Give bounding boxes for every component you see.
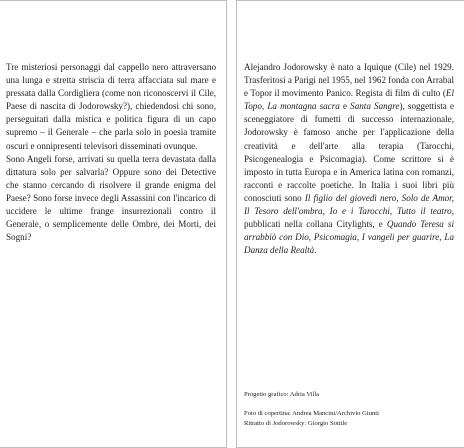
design-credit bbox=[244, 390, 454, 400]
page-gutter bbox=[227, 0, 236, 448]
author-bio bbox=[244, 61, 454, 257]
film-title-el-topo: El Topo bbox=[244, 88, 454, 112]
bio-text-1: Alejandro Jodorowsky è nato a Iquique (Cile) nel 1929. Trasferitosi a Parigi nel 1955, nel 1962 fonda con Arrabal e Topor il movimento Panico. Regista di film di culto ( bbox=[244, 62, 454, 99]
bio-separator-1: , bbox=[261, 101, 268, 112]
synopsis-paragraph-1: Tre misteriosi personaggi dal cappello nero attraversano una lunga e stretta striscia di terra affacciata sul mare e pressata dalla Cordigliera (come non riconoscervi il Cile, Paese di nascita di Jodorowsky?), chiedendosi chi sono, perseguitati dalla mistica e politica figura di un capo supremo – il Generale – che parla solo in poesia tramite oscuri e onnipresenti televisori disseminati ovunque. bbox=[6, 62, 216, 151]
bio-text-4: . bbox=[314, 245, 317, 256]
bio-text-3: , pubblicati nella collana Citylights, e bbox=[244, 206, 454, 230]
book-titles-citylights: Il figlio del giovedì nero, Solo de Amor, Il Tesoro dell'ombra, Io e i Tarocchi, Tutto il teatro bbox=[244, 192, 454, 217]
author-bio-paragraph bbox=[244, 61, 454, 257]
film-title-santa-sangre: Santa Sangre bbox=[350, 101, 400, 112]
portrait-credit: Ritratto di Jodorowsky: Giorgio Sottile bbox=[244, 419, 348, 427]
bio-separator-2: e bbox=[339, 101, 351, 112]
film-title-la-montagna-sacra: La montagna sacra bbox=[267, 101, 340, 112]
cover-photo-credit: Foto di copertina: Andrea Mancini/Archivio Giunti bbox=[244, 410, 379, 417]
synopsis-text bbox=[6, 61, 216, 244]
bio-text-2: ), soggettista e sceneggiatore di fumetti di successo internazionale, Jodorowsky è famoso anche per l'applicazione della creatività e dell'arte alla terapia (Tarocchi, Psicogenealogia e Psicomagia). Come scrittore si è imposto in tutta Europa e in America latina con romanzi, racconti e raccolte poetiche. In Italia i suoi libri più conosciuti sono bbox=[244, 101, 454, 203]
design-credit-line: Progetto grafico: Adria Villa bbox=[244, 391, 320, 398]
photo-credits bbox=[244, 409, 454, 428]
book-titles-other: Quando Teresa si arrabbiò con Dio, Psicomagia, I vangeli per guarire, La Danza della Realtà bbox=[244, 219, 454, 256]
synopsis-paragraph-2: Sono Angeli forse, arrivati su quella terra devastata dalla dittatura solo per salvarla? Oppure sono dei Detective che stanno cercando di risolvere il grande enigma del Paese? Sono forse invece degli Assassini con l'incarico di uccidere le ultime frange insurrezionali contro il Generale, o semplicemente delle Ombre, dei Morti, dei Sogni? bbox=[6, 153, 216, 243]
